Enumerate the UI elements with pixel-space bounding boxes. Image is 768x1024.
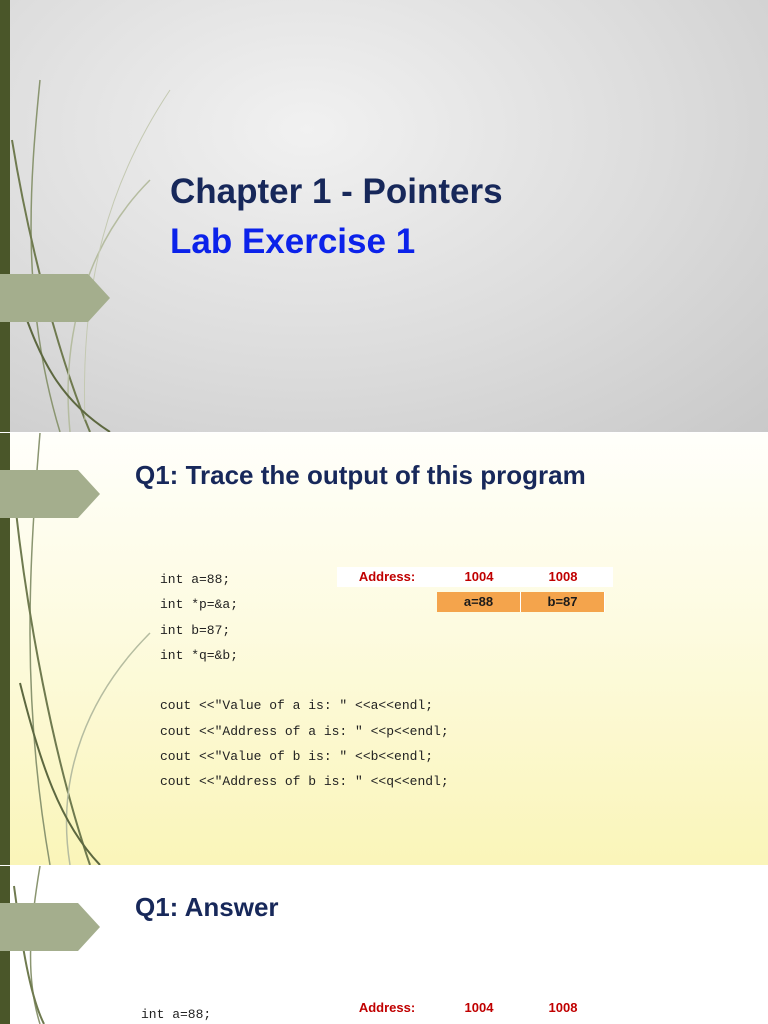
code-line: cout <<"Address of a is: " <<p<<endl; xyxy=(160,723,449,739)
code-line xyxy=(160,668,449,693)
memory-diagram xyxy=(337,998,613,1018)
memory-cell: b=87 xyxy=(521,592,605,612)
memory-diagram xyxy=(337,567,613,612)
row-spacer xyxy=(337,592,437,612)
address-row xyxy=(337,567,613,587)
address-value: 1004 xyxy=(437,567,521,587)
slide-left-bar xyxy=(0,0,10,432)
arrow-tab-decoration xyxy=(0,903,110,951)
address-value: 1008 xyxy=(521,998,605,1018)
question-title: Q1: Trace the output of this program xyxy=(135,460,586,490)
memory-cell: a=88 xyxy=(437,592,521,612)
code-line: int *p=&a; xyxy=(160,597,239,613)
row-end xyxy=(605,998,613,1018)
address-value: 1004 xyxy=(437,998,521,1018)
memory-cell-row xyxy=(337,592,613,612)
code-line: cout <<"Address of b is: " <<q<<endl; xyxy=(160,774,449,790)
code-line: int *q=&b; xyxy=(160,647,239,663)
address-label: Address: xyxy=(337,998,437,1018)
code-line: int b=87; xyxy=(160,622,231,638)
code-line: cout <<"Value of b is: " <<b<<endl; xyxy=(160,749,434,765)
row-end xyxy=(605,567,613,587)
code-block xyxy=(141,1002,211,1024)
code-line: int a=88; xyxy=(160,572,231,587)
answer-title: Q1: Answer xyxy=(135,892,279,922)
slide-subtitle-text: Lab Exercise 1 xyxy=(170,222,416,261)
address-value: 1008 xyxy=(521,567,605,587)
slide-title-text: Chapter 1 - Pointers xyxy=(170,172,503,211)
vine-decoration xyxy=(0,0,200,432)
slide-answer xyxy=(0,866,768,1024)
slide-question xyxy=(0,433,768,865)
slide-title xyxy=(0,0,768,432)
arrow-tab-decoration xyxy=(0,470,110,518)
arrow-tab-decoration xyxy=(0,274,110,322)
code-line: int a=88; xyxy=(141,1007,212,1022)
address-row xyxy=(337,998,613,1018)
code-line: cout <<"Value of a is: " <<a<<endl; xyxy=(160,698,434,714)
address-label: Address: xyxy=(337,567,437,587)
